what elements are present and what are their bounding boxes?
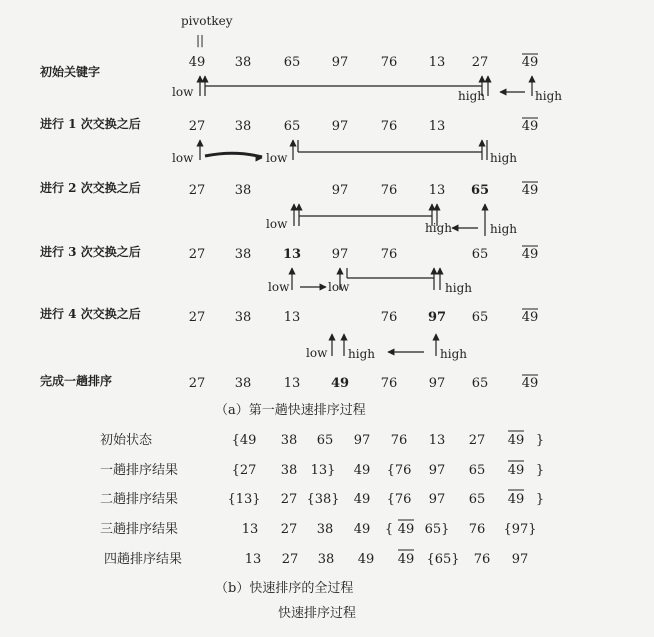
ptr-high: high xyxy=(348,347,375,361)
b-row-label: 一趟排序结果 xyxy=(100,463,179,478)
cell-value: 97 xyxy=(331,183,349,198)
b-cell-value: 65 xyxy=(316,433,334,448)
cell-value: 97 xyxy=(331,119,349,134)
cell-value: 38 xyxy=(234,376,252,391)
cell-value: 49 xyxy=(521,310,539,325)
ptr-high: high xyxy=(425,221,452,235)
ptr-low: low xyxy=(172,85,194,99)
row-label-swap4: 进行 4 次交换之后 xyxy=(40,307,141,321)
cell-value: 27 xyxy=(188,119,206,134)
b-cell-value: 97 xyxy=(428,463,446,478)
b-row-label: 三趟排序结果 xyxy=(100,522,179,537)
b-cell-value: 27 xyxy=(468,433,486,448)
cell-value: 27 xyxy=(188,247,206,262)
cell-value: 65 xyxy=(471,376,489,391)
b-row-label: 初始状态 xyxy=(100,433,153,448)
cell-value: 27 xyxy=(471,55,489,70)
ptr-high: high xyxy=(445,281,472,295)
cell-value: 13 xyxy=(282,247,302,262)
b-cell-value: 49 xyxy=(507,433,525,448)
cell-value: 13 xyxy=(283,310,301,325)
cell-value: 49 xyxy=(330,376,350,391)
cell-value: 13 xyxy=(428,183,446,198)
b-cell-value: 49 xyxy=(507,463,525,478)
ptr-low: low xyxy=(266,151,288,165)
cell-value: 65 xyxy=(283,119,301,134)
cell-value: 65 xyxy=(470,183,490,198)
cell-value: 65 xyxy=(471,310,489,325)
b-cell-value: } xyxy=(535,463,545,478)
cell-value: 38 xyxy=(234,183,252,198)
ptr-low: low xyxy=(266,217,288,231)
b-cell-value: 76 xyxy=(473,552,491,567)
b-value-grid xyxy=(227,431,544,567)
cell-value: 13 xyxy=(283,376,301,391)
ptr-low: low xyxy=(306,346,328,360)
cell-value: 76 xyxy=(380,247,398,262)
cell-value: 97 xyxy=(427,310,447,325)
cell-value: 27 xyxy=(188,183,206,198)
b-cell-value: 49 xyxy=(353,492,371,507)
cell-value: 13 xyxy=(428,119,446,134)
value-grid xyxy=(189,54,539,391)
row-label-final: 完成一趟排序 xyxy=(40,374,113,388)
cell-value: 76 xyxy=(380,119,398,134)
row-label-swap1: 进行 1 次交换之后 xyxy=(40,117,141,131)
cell-value: 76 xyxy=(380,183,398,198)
b-cell-value: {49 xyxy=(231,433,257,448)
figure-title: 快速排序过程 xyxy=(278,606,357,621)
b-cell-value: } xyxy=(535,492,545,507)
cell-value: 76 xyxy=(380,310,398,325)
b-cell-value: {27 xyxy=(231,463,257,478)
b-cell-value: 38 xyxy=(280,433,298,448)
b-cell-value: 97 xyxy=(353,433,371,448)
b-cell-value: 27 xyxy=(280,492,298,507)
pivot-marker: || xyxy=(196,33,205,47)
b-cell-value: 65} xyxy=(424,522,450,537)
caption-b: （b）快速排序的全过程 xyxy=(215,581,354,596)
part-b xyxy=(100,431,544,596)
b-cell-value: 49 xyxy=(353,463,371,478)
ptr-high: high xyxy=(490,151,517,165)
cell-value: 27 xyxy=(188,376,206,391)
b-cell-value: {38} xyxy=(306,492,340,507)
b-cell-value: { xyxy=(384,522,394,537)
ptr-low: low xyxy=(172,151,194,165)
cell-value: 49 xyxy=(521,55,539,70)
b-cell-value: {76 xyxy=(386,492,412,507)
b-cell-value: 49 xyxy=(397,522,415,537)
b-cell-value: 13 xyxy=(428,433,446,448)
ptr-high: high xyxy=(535,89,562,103)
b-cell-value: {13} xyxy=(227,492,261,507)
b-cell-value: 13 xyxy=(244,552,262,567)
cell-value: 27 xyxy=(188,310,206,325)
b-cell-value: 38 xyxy=(316,522,334,537)
cell-value: 76 xyxy=(380,376,398,391)
cell-value: 49 xyxy=(521,376,539,391)
b-cell-value: 97 xyxy=(428,492,446,507)
b-cell-value: 49 xyxy=(507,492,525,507)
b-cell-value: 97 xyxy=(511,552,529,567)
cell-value: 97 xyxy=(331,55,349,70)
cell-value: 49 xyxy=(521,183,539,198)
cell-value: 38 xyxy=(234,119,252,134)
cell-value: 49 xyxy=(521,247,539,262)
caption-a: （a）第一趟快速排序过程 xyxy=(215,403,366,418)
cell-value: 49 xyxy=(521,119,539,134)
b-cell-value: 76 xyxy=(468,522,486,537)
b-cell-value: 13} xyxy=(310,463,336,478)
row-label-swap2: 进行 2 次交换之后 xyxy=(40,181,141,195)
cell-value: 13 xyxy=(428,55,446,70)
b-cell-value: {76 xyxy=(386,463,412,478)
cell-value: 49 xyxy=(188,55,206,70)
b-cell-value: 27 xyxy=(281,552,299,567)
cell-value: 97 xyxy=(428,376,446,391)
cell-value: 38 xyxy=(234,55,252,70)
cell-value: 65 xyxy=(283,55,301,70)
b-cell-value: 65 xyxy=(468,463,486,478)
b-cell-value: 49 xyxy=(353,522,371,537)
cell-value: 38 xyxy=(234,310,252,325)
pivot-label: pivotkey xyxy=(181,14,233,28)
b-cell-value: } xyxy=(535,433,545,448)
cell-value: 38 xyxy=(234,247,252,262)
b-cell-value: 27 xyxy=(280,522,298,537)
ptr-high: high xyxy=(458,89,485,103)
b-cell-value: 38 xyxy=(317,552,335,567)
ptr-high: high xyxy=(490,222,517,236)
ptr-high: high xyxy=(440,347,467,361)
b-row-label: 二趟排序结果 xyxy=(100,492,179,507)
b-row-label: 四趟排序结果 xyxy=(104,552,183,567)
part-a xyxy=(39,14,562,418)
cell-value: 76 xyxy=(380,55,398,70)
b-cell-value: 38 xyxy=(280,463,298,478)
ptr-low: low xyxy=(328,280,350,294)
ptr-low: low xyxy=(268,280,290,294)
b-cell-value: 49 xyxy=(397,552,415,567)
b-cell-value: 76 xyxy=(390,433,408,448)
b-cell-value: {97} xyxy=(503,522,537,537)
b-cell-value: 49 xyxy=(357,552,375,567)
cell-value: 65 xyxy=(471,247,489,262)
cell-value: 97 xyxy=(331,247,349,262)
pointer-labels xyxy=(172,85,562,361)
b-cell-value: 13 xyxy=(241,522,259,537)
b-cell-value: 65 xyxy=(468,492,486,507)
b-cell-value: {65} xyxy=(426,552,460,567)
row-label-swap3: 进行 3 次交换之后 xyxy=(40,245,141,259)
row-label-initial: 初始关键字 xyxy=(40,65,101,79)
